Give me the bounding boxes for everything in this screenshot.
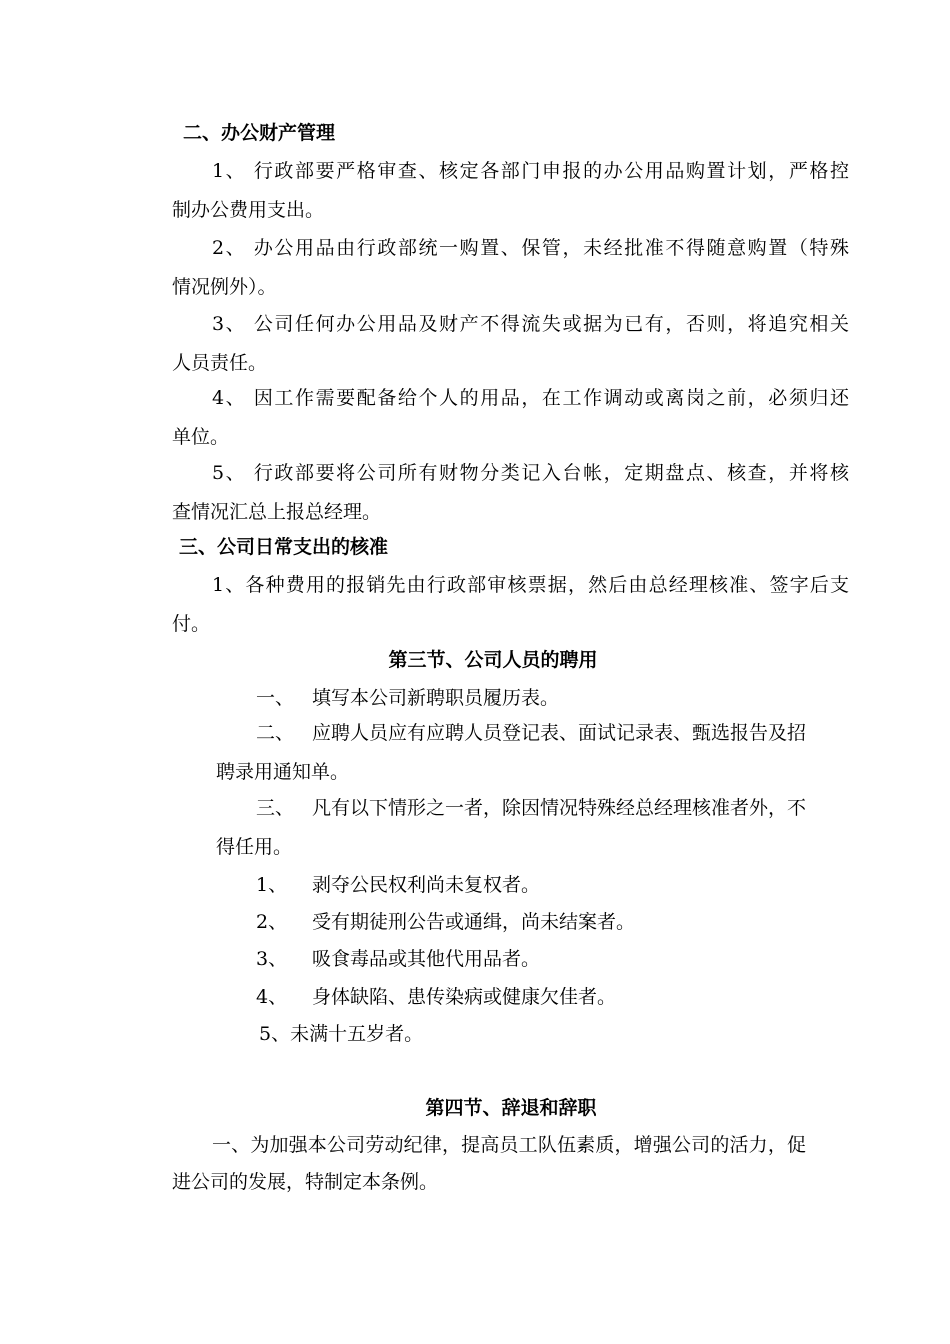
paragraph-line: 一、为加强本公司劳动纪律，提高员工队伍素质，增强公司的活力，促 bbox=[212, 1134, 806, 1156]
chapter-title-hiring: 第三节、公司人员的聘用 bbox=[388, 649, 598, 671]
subitem-label: 3、 bbox=[256, 948, 288, 970]
list-item-line: 填写本公司新聘职员履历表。 bbox=[312, 687, 560, 709]
subitem-label: 4、 bbox=[256, 986, 288, 1008]
list-item-line: 2、 办公用品由行政部统一购置、保管，未经批准不得随意购置（特殊 bbox=[212, 237, 849, 259]
section-heading-office-property: 二、办公财产管理 bbox=[183, 122, 336, 144]
list-item-line: 1、 行政部要严格审查、核定各部门申报的办公用品购置计划，严格控 bbox=[212, 160, 849, 182]
list-item-line: 5、 行政部要将公司所有财物分类记入台帐，定期盘点、核查，并将核 bbox=[212, 462, 849, 484]
subitem-text: 剥夺公民权利尚未复权者。 bbox=[312, 874, 541, 896]
list-item-continuation: 人员责任。 bbox=[172, 352, 268, 374]
list-item-continuation: 查情况汇总上报总经理。 bbox=[172, 501, 382, 523]
list-item-continuation: 情况例外）。 bbox=[172, 276, 277, 298]
chapter-title-dismissal: 第四节、辞退和辞职 bbox=[425, 1097, 597, 1119]
item-label: 一、 bbox=[256, 687, 295, 709]
subitem-text: 身体缺陷、患传染病或健康欠佳者。 bbox=[312, 986, 617, 1008]
list-item-continuation: 单位。 bbox=[172, 426, 230, 448]
list-item-line: 凡有以下情形之一者，除因情况特殊经总经理核准者外，不 bbox=[312, 797, 807, 819]
item-label: 二、 bbox=[256, 722, 295, 744]
list-item-continuation: 得任用。 bbox=[216, 836, 293, 858]
section-heading-daily-expenses: 三、公司日常支出的核准 bbox=[179, 536, 389, 558]
list-item-line: 4、 因工作需要配备给个人的用品，在工作调动或离岗之前，必须归还 bbox=[212, 387, 849, 409]
list-item-line: 3、 公司任何办公用品及财产不得流失或据为已有，否则，将追究相关 bbox=[212, 313, 849, 335]
list-item-continuation: 付。 bbox=[172, 613, 211, 635]
subitem-label: 2、 bbox=[256, 911, 288, 933]
subitem-text: 受有期徒刑公告或通缉，尚未结案者。 bbox=[312, 911, 636, 933]
list-item-continuation: 制办公费用支出。 bbox=[172, 199, 325, 221]
subitem-text: 5、未满十五岁者。 bbox=[259, 1023, 424, 1045]
list-item-line: 应聘人员应有应聘人员登记表、面试记录表、甄选报告及招 bbox=[312, 722, 807, 744]
paragraph-continuation: 进公司的发展，特制定本条例。 bbox=[172, 1171, 439, 1193]
item-label: 三、 bbox=[256, 797, 295, 819]
list-item-line: 1、各种费用的报销先由行政部审核票据，然后由总经理核准、签字后支 bbox=[212, 574, 849, 596]
subitem-label: 1、 bbox=[256, 874, 288, 896]
subitem-text: 吸食毒品或其他代用品者。 bbox=[312, 948, 541, 970]
list-item-continuation: 聘录用通知单。 bbox=[216, 761, 350, 783]
